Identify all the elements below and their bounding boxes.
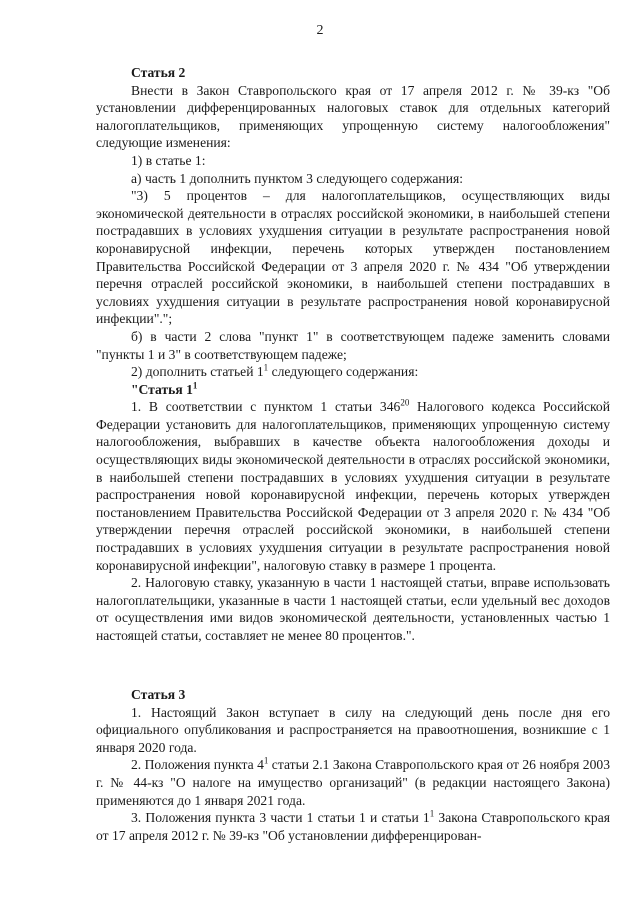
article-2-heading: Статья 2 xyxy=(131,65,186,80)
article-3-paragraph-2: 2. Положения пункта $4^1$ статьи 2.1 Закона Ставропольского края от 26 ноября 2003 г. № 44-кз "О налоге на имущество организаций" (в редакции настоящего Закона) применяются до 1 января 2021 года. xyxy=(96,755,610,808)
article-3-paragraph-1: 1. Настоящий Закон вступает в силу на следующий день после дня его официального опубликования и распространяется на правоотношения, возникшие с 1 января 2020 года. xyxy=(96,704,610,755)
new-article-paragraph-2: 2. Налоговую ставку, указанную в части 1 настоящей статьи, вправе использовать налогоплательщики, указанные в части 1 настоящей статьи, если удельный вес доходов от осуществления ими видов экономической деятельности, установленных частью 1 настоящей статьи, составляет не менее 80 процентов.". xyxy=(96,575,610,643)
article-2-item-1a-quote: "3) 5 процентов – для налогоплательщиков, осуществляющих виды экономической деятельности в отраслях российской экономики, в наибольшей степени пострадавших в условиях ухудшения ситуации в результате распространения новой коронавирусной инфекции, перечень которых утвержден постановлением Правительства Российской Федерации от 3 апреля 2020 г. № 434 "Об утверждении перечня отраслей российской экономики, в наибольшей степени пострадавших в условиях ухудшения ситуации в результате распространения новой коронавирусной инфекции"."; xyxy=(96,188,610,327)
article-2 xyxy=(96,64,610,645)
article-2-item-1b: б) в части 2 слова "пункт 1" в соответствующем падеже заменить словами "пункты 1 и 3" в соответствующем падеже; xyxy=(96,328,610,362)
new-article-paragraph-1: 1. В соответствии с пунктом 1 статьи $346^{20}$ Налогового кодекса Российской Федерации установить для налогоплательщиков, применяющих упрощенную систему налогообложения, выбравших в качестве объекта налогообложения доходы и осуществляющих виды экономической деятельности в отраслях российской экономики, в наибольшей степени пострадавших в условиях ухудшения ситуации в результате распространения новой коронавирусной инфекции, перечень которых утвержден постановлением Правительства Российской Федерации от 3 апреля 2020 г. № 434 "Об утверждении перечня отраслей российской экономики, в наибольшей степени пострадавших в условиях ухудшения ситуации в результате распространения новой коронавирусной инфекции", налоговую ставку в размере 1 процента. xyxy=(96,397,610,573)
article-3 xyxy=(96,686,610,844)
article-2-item-1a: а) часть 1 дополнить пунктом 3 следующего содержания: xyxy=(131,170,464,186)
article-3-heading: Статья 3 xyxy=(131,687,186,702)
article-2-item-2: 2) дополнить статьей $1^1$ следующего содержания: xyxy=(131,362,419,380)
article-2-intro: Внести в Закон Ставропольского края от 17 апреля 2012 г. № 39-кз "Об установлении дифференцированных налоговых ставок для отдельных категорий налогоплательщиков, применяющих упрощенную систему налогообложения" следующие изменения: xyxy=(96,82,610,151)
article-2-item-1: 1) в статье 1: xyxy=(131,152,206,168)
new-article-heading: "Статья $1^1$ xyxy=(131,380,198,397)
article-3-paragraph-3: 3. Положения пункта 3 части 1 статьи 1 и статьи $1^1$ Закона Ставропольского края от 17 апреля 2012 г. № 39-кз "Об установлении дифференцирован- xyxy=(96,808,610,843)
page-number: 2 xyxy=(316,23,324,38)
